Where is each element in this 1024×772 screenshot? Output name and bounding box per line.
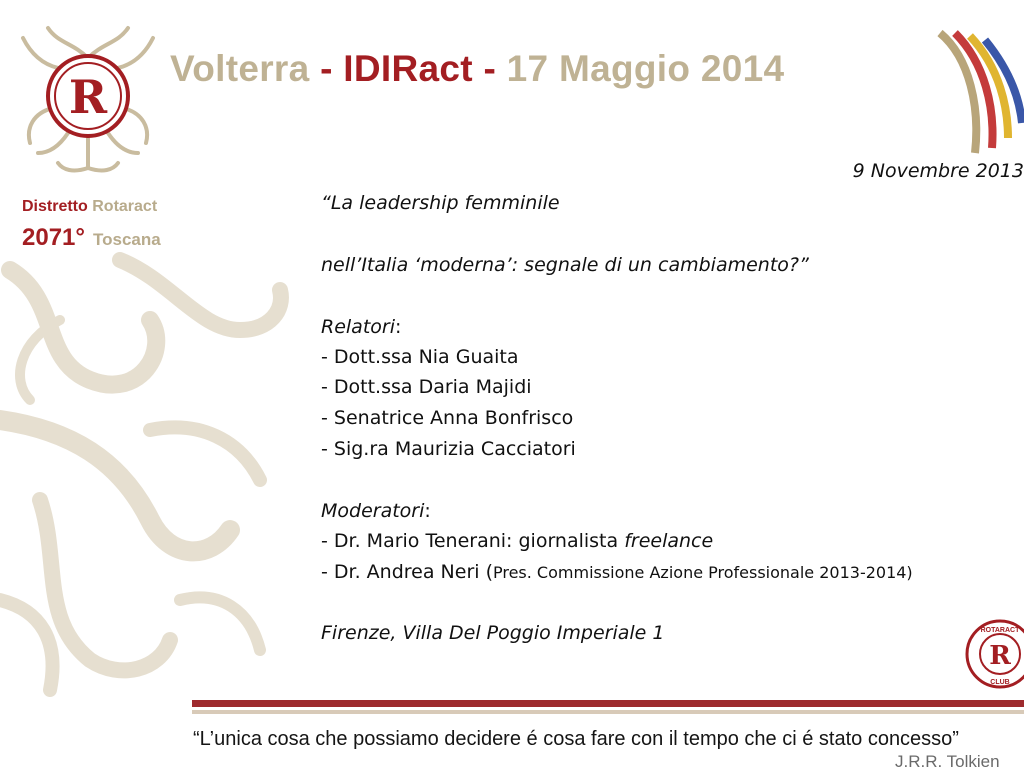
- district-number: [22, 224, 161, 252]
- moderator-name: - Dr. Andrea Neri (: [321, 561, 493, 583]
- event-title-line2: nell’Italia ‘moderna’: segnale di un cambiamento?”: [321, 254, 809, 276]
- flag-swoosh-decoration: [930, 28, 1024, 158]
- speaker-item: - Dott.ssa Daria Majidi: [321, 376, 532, 398]
- event-date: 9 Novembre 2013: [852, 160, 1024, 182]
- footer-divider: [192, 700, 1024, 707]
- rotaract-word: Rotaract: [92, 198, 158, 215]
- footer-quote-author: J.R.R. Tolkien: [895, 752, 1000, 771]
- footer-quote: “L’unica cosa che possiamo decidere é cosa fare con il tempo che ci é stato concesso”: [193, 728, 959, 750]
- speakers-heading-label: Relatori: [321, 316, 395, 338]
- moderators-heading: [321, 500, 431, 522]
- header-title-separator: -: [309, 48, 344, 89]
- event-location: Firenze, Villa Del Poggio Imperiale 1: [321, 622, 665, 644]
- heading-colon: :: [424, 500, 431, 522]
- header-title: [170, 48, 784, 90]
- speaker-item: - Dott.ssa Nia Guaita: [321, 346, 519, 368]
- district-region: Toscana: [93, 230, 161, 249]
- speaker-item: - Sig.ra Maurizia Cacciatori: [321, 438, 576, 460]
- logo-letter: R: [68, 70, 108, 124]
- header-title-event: IDIRact: [343, 48, 473, 89]
- badge-bottom-text: CLUB: [990, 679, 1010, 686]
- moderator-item: [321, 530, 713, 552]
- event-title-line1: “La leadership femminile: [321, 192, 560, 214]
- moderator-item: [321, 561, 913, 583]
- header-title-separator: -: [472, 48, 507, 89]
- rotaract-tree-logo: [18, 18, 158, 178]
- footer-divider-light: [192, 710, 1024, 714]
- moderator-name: - Dr. Mario Tenerani: giornalista: [321, 530, 625, 552]
- heading-colon: :: [394, 316, 402, 338]
- district-name: [22, 198, 157, 216]
- header-title-date: 17 Maggio 2014: [506, 48, 785, 89]
- district-word: Distretto: [22, 198, 88, 215]
- badge-top-text: ROTARACT: [980, 627, 1020, 634]
- speakers-heading: [321, 316, 401, 338]
- speaker-item: - Senatrice Anna Bonfrisco: [321, 407, 574, 429]
- moderator-role: Pres. Commissione Azione Professionale 2013-2014): [492, 563, 913, 582]
- moderators-heading-label: Moderatori: [321, 500, 425, 522]
- badge-letter: R: [989, 641, 1011, 671]
- header-title-place: Volterra: [170, 48, 310, 89]
- district-number-value: 2071°: [22, 224, 85, 251]
- moderator-role: freelance: [624, 530, 714, 552]
- rotaract-club-badge: [964, 618, 1024, 690]
